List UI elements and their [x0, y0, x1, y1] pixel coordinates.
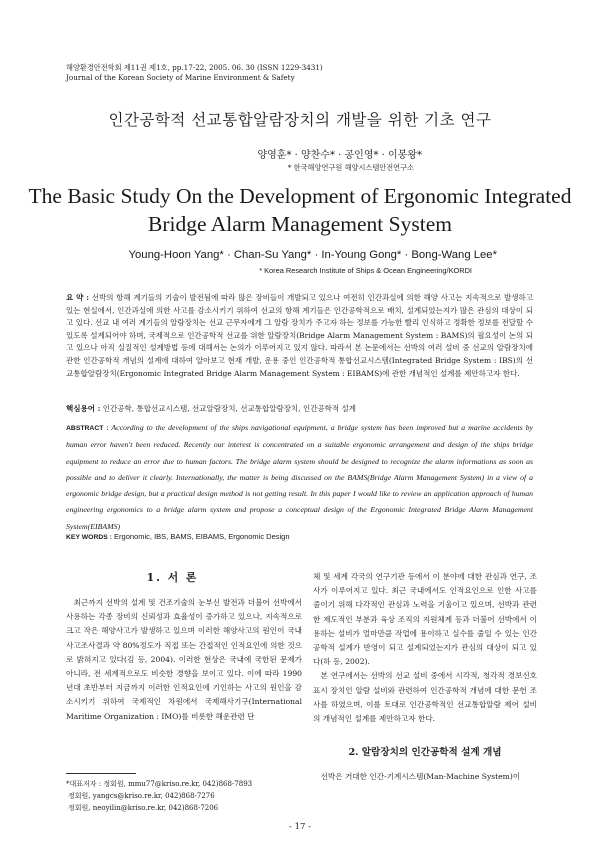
- section1-heading: 1. 서 론: [146, 571, 199, 584]
- title-korean: 인간공학적 선교통합알람장치의 개발을 위한 기초 연구: [108, 111, 492, 129]
- section1-paragraph-3: 본 연구에서는 선박의 선교 설비 중에서 시각적, 청각적 경보신호 표시 장치인 알람 설비와 관련하여 인간공학적 개념에 대한 문헌 조사를 하였으며, 이를 토대로 인간공학적인 선교통합알람 제어 설비의 개념적인 설계를 제안하고자 한다.: [313, 671, 537, 724]
- footnotes: [66, 778, 252, 814]
- abstract-english-text: According to the development of the ships navigational equipment, a bridge system has been improved but a marine accidents by human error haven't been reduced. Recently our interest is concentrated on a suitable ergonomic arrangement and design of the ships bridge equipment to reduce an error due to human factors. The bridge alarm system should be designed to recognize the alarm informations as soon as possible and to deliver it clearly. Internationally, the matter is being discussed on the BAMS(Bridge Alarm Management System) in a view of a ergonomic bridge design, but a practical design method is not getting result. In this paper I would like to review an application approach of human engineering ergonomics to a bridge alarm system and propose a conceptual design of the Ergonomic Integrated Bridge Alarm Management System(EIBAMS): [66, 423, 533, 531]
- title-english: [0, 182, 600, 238]
- footnote-2: 정회원, yangcs@kriso.re.kr, 042)868-7276: [68, 792, 215, 800]
- authors-english: Young-Hoon Yang* · Chan-Su Yang* · In-Young Gong* · Bong-Wang Lee*: [128, 249, 497, 261]
- section2-paragraph-1: 선박은 거대한 인간-기계시스템(Man-Machine System)이: [320, 772, 521, 781]
- footnote-1: *대표저자 : 정회원, mmu77@kriso.re.kr, 042)868-7893: [66, 780, 253, 788]
- section1-paragraph-2: 체 및 세계 각국의 연구기관 등에서 이 분야에 대한 관심과 연구, 조사가 이루어지고 있다. 최근 국내에서도 인적요인으로 인한 사고를 줄이기 위해 다각적인 관심과 노력을 기울이고 있으며, 선박과 관련한 제도적인 부분과 육상 조직의 지원체계 등과 더불어 선박에서 이용하는 설비가 얼마만큼 작업에 용이하고 실수를 줄일 수 있는 인간공학적 설계가 반영이 되고 설계되었는지가 관심의 대상이 되고 있다(하 등, 2002).: [313, 572, 537, 667]
- title-english-line1: The Basic Study On the Development of Ergonomic Integrated: [28, 184, 572, 208]
- footnote-3: 정회원, neoyilin@kriso.re.kr, 042)868-7206: [68, 804, 219, 812]
- affiliation-english: * Korea Research Institute of Ships & Ocean Engineering/KORDI: [259, 266, 472, 275]
- abstract-korean-text: 선박의 항해 계기들의 기술이 발전됨에 따라 많은 장비들이 개발되고 있으나 여전히 인간과실에 의한 해양 사고는 지속적으로 발생하고 있는 현실에서, 인간과실에 의한 사고를 감소시키기 위하여 선교의 항해 계기들은 인간공학적으로 배치, 설계되었는지가 많은 관심의 대상이 되고 있다. 선교 내 여러 계기들의 알람장치는 선교 근무자에게 그 알람 장치가 주고자 하는 정보를 가능한 빨리 인식하고 정확한 정보를 전달할 수 있도록 설계되어야 하며, 국제적으로 인간공학적 선교를 위한 알람장치(Bridge Alarm Management System : BAMS)의 필요성이 논의 되고 있으나 아직 실질적인 설계방법 등에 대해서는 논의가 이루어지고 있지 않다. 따라서 본 논문에서는 선박의 여러 설비 중 선교의 알람장치에 관한 인간공학적 개념의 설계에 대하여 알아보고 현재 개발, 운용 중인 인간공학적 통합선교시스템(Integrated Bridge System : IBS)의 선교통합알람장치(Ergonomic Integrated Bridge Alarm Management System : EIBAMS)에 관한 개념적인 설계를 제안하고자 한다.: [66, 293, 533, 378]
- abstract-korean: [66, 292, 533, 380]
- abstract-english: [66, 420, 533, 535]
- abstract-korean-label: 요 약 :: [66, 293, 90, 302]
- keywords-korean-text: 인간공학, 통합선교시스템, 선교알람장치, 선교통합알람장치, 인간공학적 설계: [102, 404, 357, 413]
- page-number: - 17 -: [289, 822, 311, 832]
- keywords-korean: [66, 403, 533, 414]
- abstract-english-label: ABSTRACT :: [66, 425, 109, 432]
- keywords-english: [66, 532, 290, 541]
- affiliation-korean: * 한국해양연구원 해양시스템안전연구소: [287, 163, 414, 172]
- section2-heading: 2. 알람장치의 인간공학적 설계 개념: [348, 747, 502, 758]
- section1-paragraph-1: 최근까지 선박의 설계 및 건조기술의 눈부신 발전과 더불어 선박에서 사용하는 각종 장비의 신뢰성과 효율성이 증가하고 있으나, 지속적으로 크고 작은 해양사고가 발생하고 있으며 이러한 해양사고의 원인이 국내 사고조사결과 약 80%정도가 직접 또는 간접적인 인적요인에 의한 것으로 밝혀지고 있다(김 등, 2004). 이러한 현상은 국내에 국한된 문제가 아니라, 전 세계적으로도 비슷한 경향을 보이고 있다. 이에 따라 1990년대 초반부터 지금까지 이러한 인적요인에 기인하는 사고의 원인을 감소시키기 위하여 국제적인 차원에서 국제해사기구(International Maritime Organization : IMO)를 비롯한 해운관련 단: [66, 598, 302, 721]
- section1-left-column: [66, 596, 302, 724]
- section2-column: [313, 770, 537, 784]
- title-english-line2: Bridge Alarm Management System: [148, 212, 452, 236]
- keywords-english-text: Ergonomic, IBS, BAMS, EIBAMS, Ergonomic Design: [114, 532, 290, 541]
- footnote-divider: [66, 773, 136, 774]
- journal-header-ko: 해양환경안전학회 제11권 제1호, pp.17-22, 2005. 06. 30 (ISSN 1229-3431): [66, 63, 323, 72]
- section1-right-column: [313, 570, 537, 726]
- journal-header-en: Journal of the Korean Society of Marine Environment & Safety: [66, 73, 295, 82]
- keywords-english-label: KEY WORDS :: [66, 534, 112, 541]
- authors-korean: 양영훈* · 양찬수* · 공인영* · 이봉왕*: [257, 150, 422, 161]
- keywords-korean-label: 핵심용어 :: [66, 404, 101, 413]
